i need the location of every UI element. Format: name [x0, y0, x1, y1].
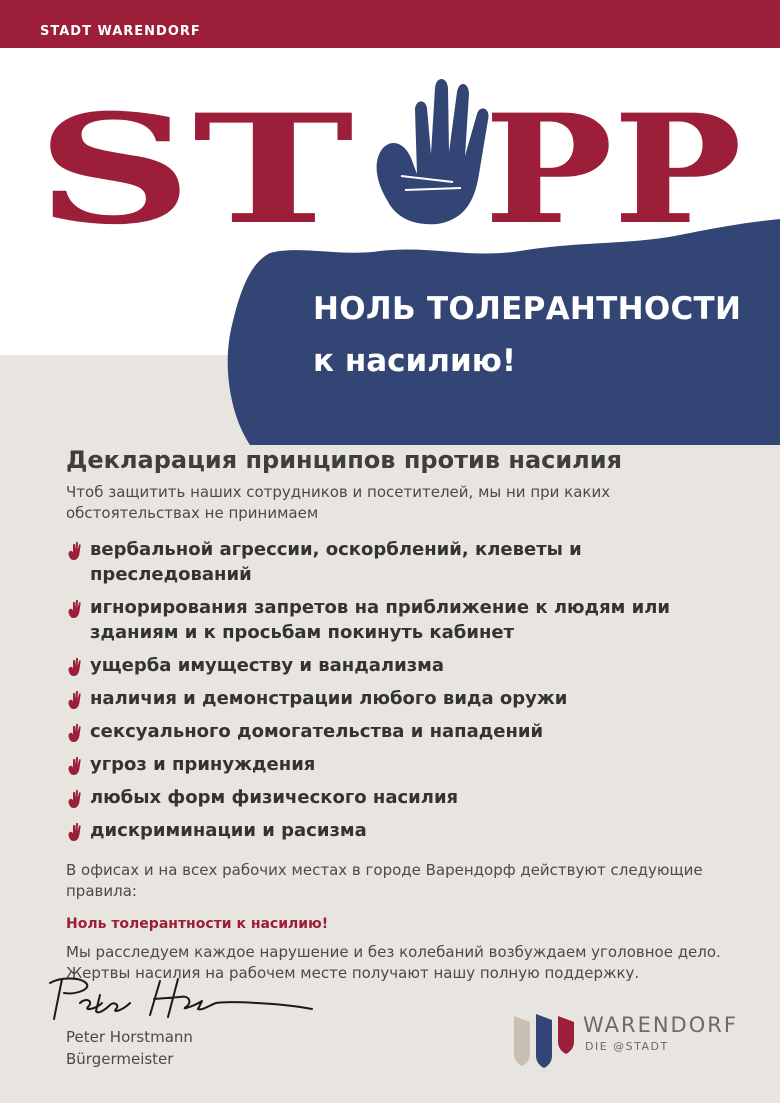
signer-block: [66, 1026, 193, 1070]
item-text: дискриминации и расизма: [90, 820, 367, 841]
declaration-heading: Декларация принципов против насилия: [66, 446, 622, 474]
principles-list: [66, 537, 746, 843]
hero-title: НОЛЬ ТОЛЕРАНТНОСТИ: [313, 291, 742, 327]
hand-print-icon: [66, 789, 84, 809]
warendorf-logo: [512, 1010, 752, 1070]
hero-band: [0, 215, 780, 445]
item-text: угроз и принуждения: [90, 754, 316, 775]
rules-text: В офисах и на всех рабочих местах в городе Варендорф действуют следующие правила:: [66, 861, 703, 900]
list-item: [66, 595, 746, 645]
item-text: сексуального домогательства и нападений: [90, 721, 544, 742]
list-item: [66, 686, 746, 711]
investigation-text: Мы расследуем каждое нарушение и без колебаний возбуждаем уголовное дело. Жертвы насилия на рабочем месте получают нашу полную поддержку.: [66, 943, 721, 982]
list-item: [66, 785, 746, 810]
stopp-left-text: ST: [36, 82, 354, 240]
zero-tolerance-text: Ноль толерантности к насилию!: [66, 916, 329, 932]
list-item: [66, 719, 746, 744]
declaration-intro: Чтоб защитить наших сотрудников и посетителей, мы ни при каких обстоятельствах не принимаем: [66, 483, 611, 522]
item-text: ущерба имуществу и вандализма: [90, 655, 445, 676]
declaration-section: [66, 440, 746, 984]
city-label: STADT WARENDORF: [40, 24, 201, 39]
hand-print-icon: [377, 79, 489, 224]
hand-print-icon: [66, 657, 84, 677]
hand-print-icon: [66, 723, 84, 743]
hand-print-icon: [66, 541, 84, 561]
list-item: [66, 752, 746, 777]
signature-image: [40, 975, 320, 1025]
item-text: игнорирования запретов на приближение к людям или зданиям и к просьбам покинуть кабинет: [90, 597, 671, 643]
signer-name: Peter Horstmann: [66, 1028, 193, 1046]
header-bar: [0, 0, 780, 48]
hero-subtitle: к насилию!: [313, 343, 516, 379]
list-item: [66, 537, 746, 587]
item-text: вербальной агрессии, оскорблений, клеветы и преследований: [90, 539, 582, 585]
item-text: любых форм физического насилия: [90, 787, 459, 808]
logo-tagline: DIE @STADT: [585, 1040, 669, 1053]
signer-role: Bürgermeister: [66, 1050, 174, 1068]
list-item: [66, 818, 746, 843]
item-text: наличия и демонстрации любого вида оружи: [90, 688, 568, 709]
hand-print-icon: [66, 756, 84, 776]
list-item: [66, 653, 746, 678]
stopp-right-text: PP: [484, 82, 742, 240]
hand-print-icon: [66, 822, 84, 842]
logo-emblem-icon: [512, 1012, 578, 1068]
hand-print-icon: [66, 690, 84, 710]
logo-name: WARENDORF: [583, 1013, 738, 1037]
hand-print-icon: [66, 599, 84, 619]
